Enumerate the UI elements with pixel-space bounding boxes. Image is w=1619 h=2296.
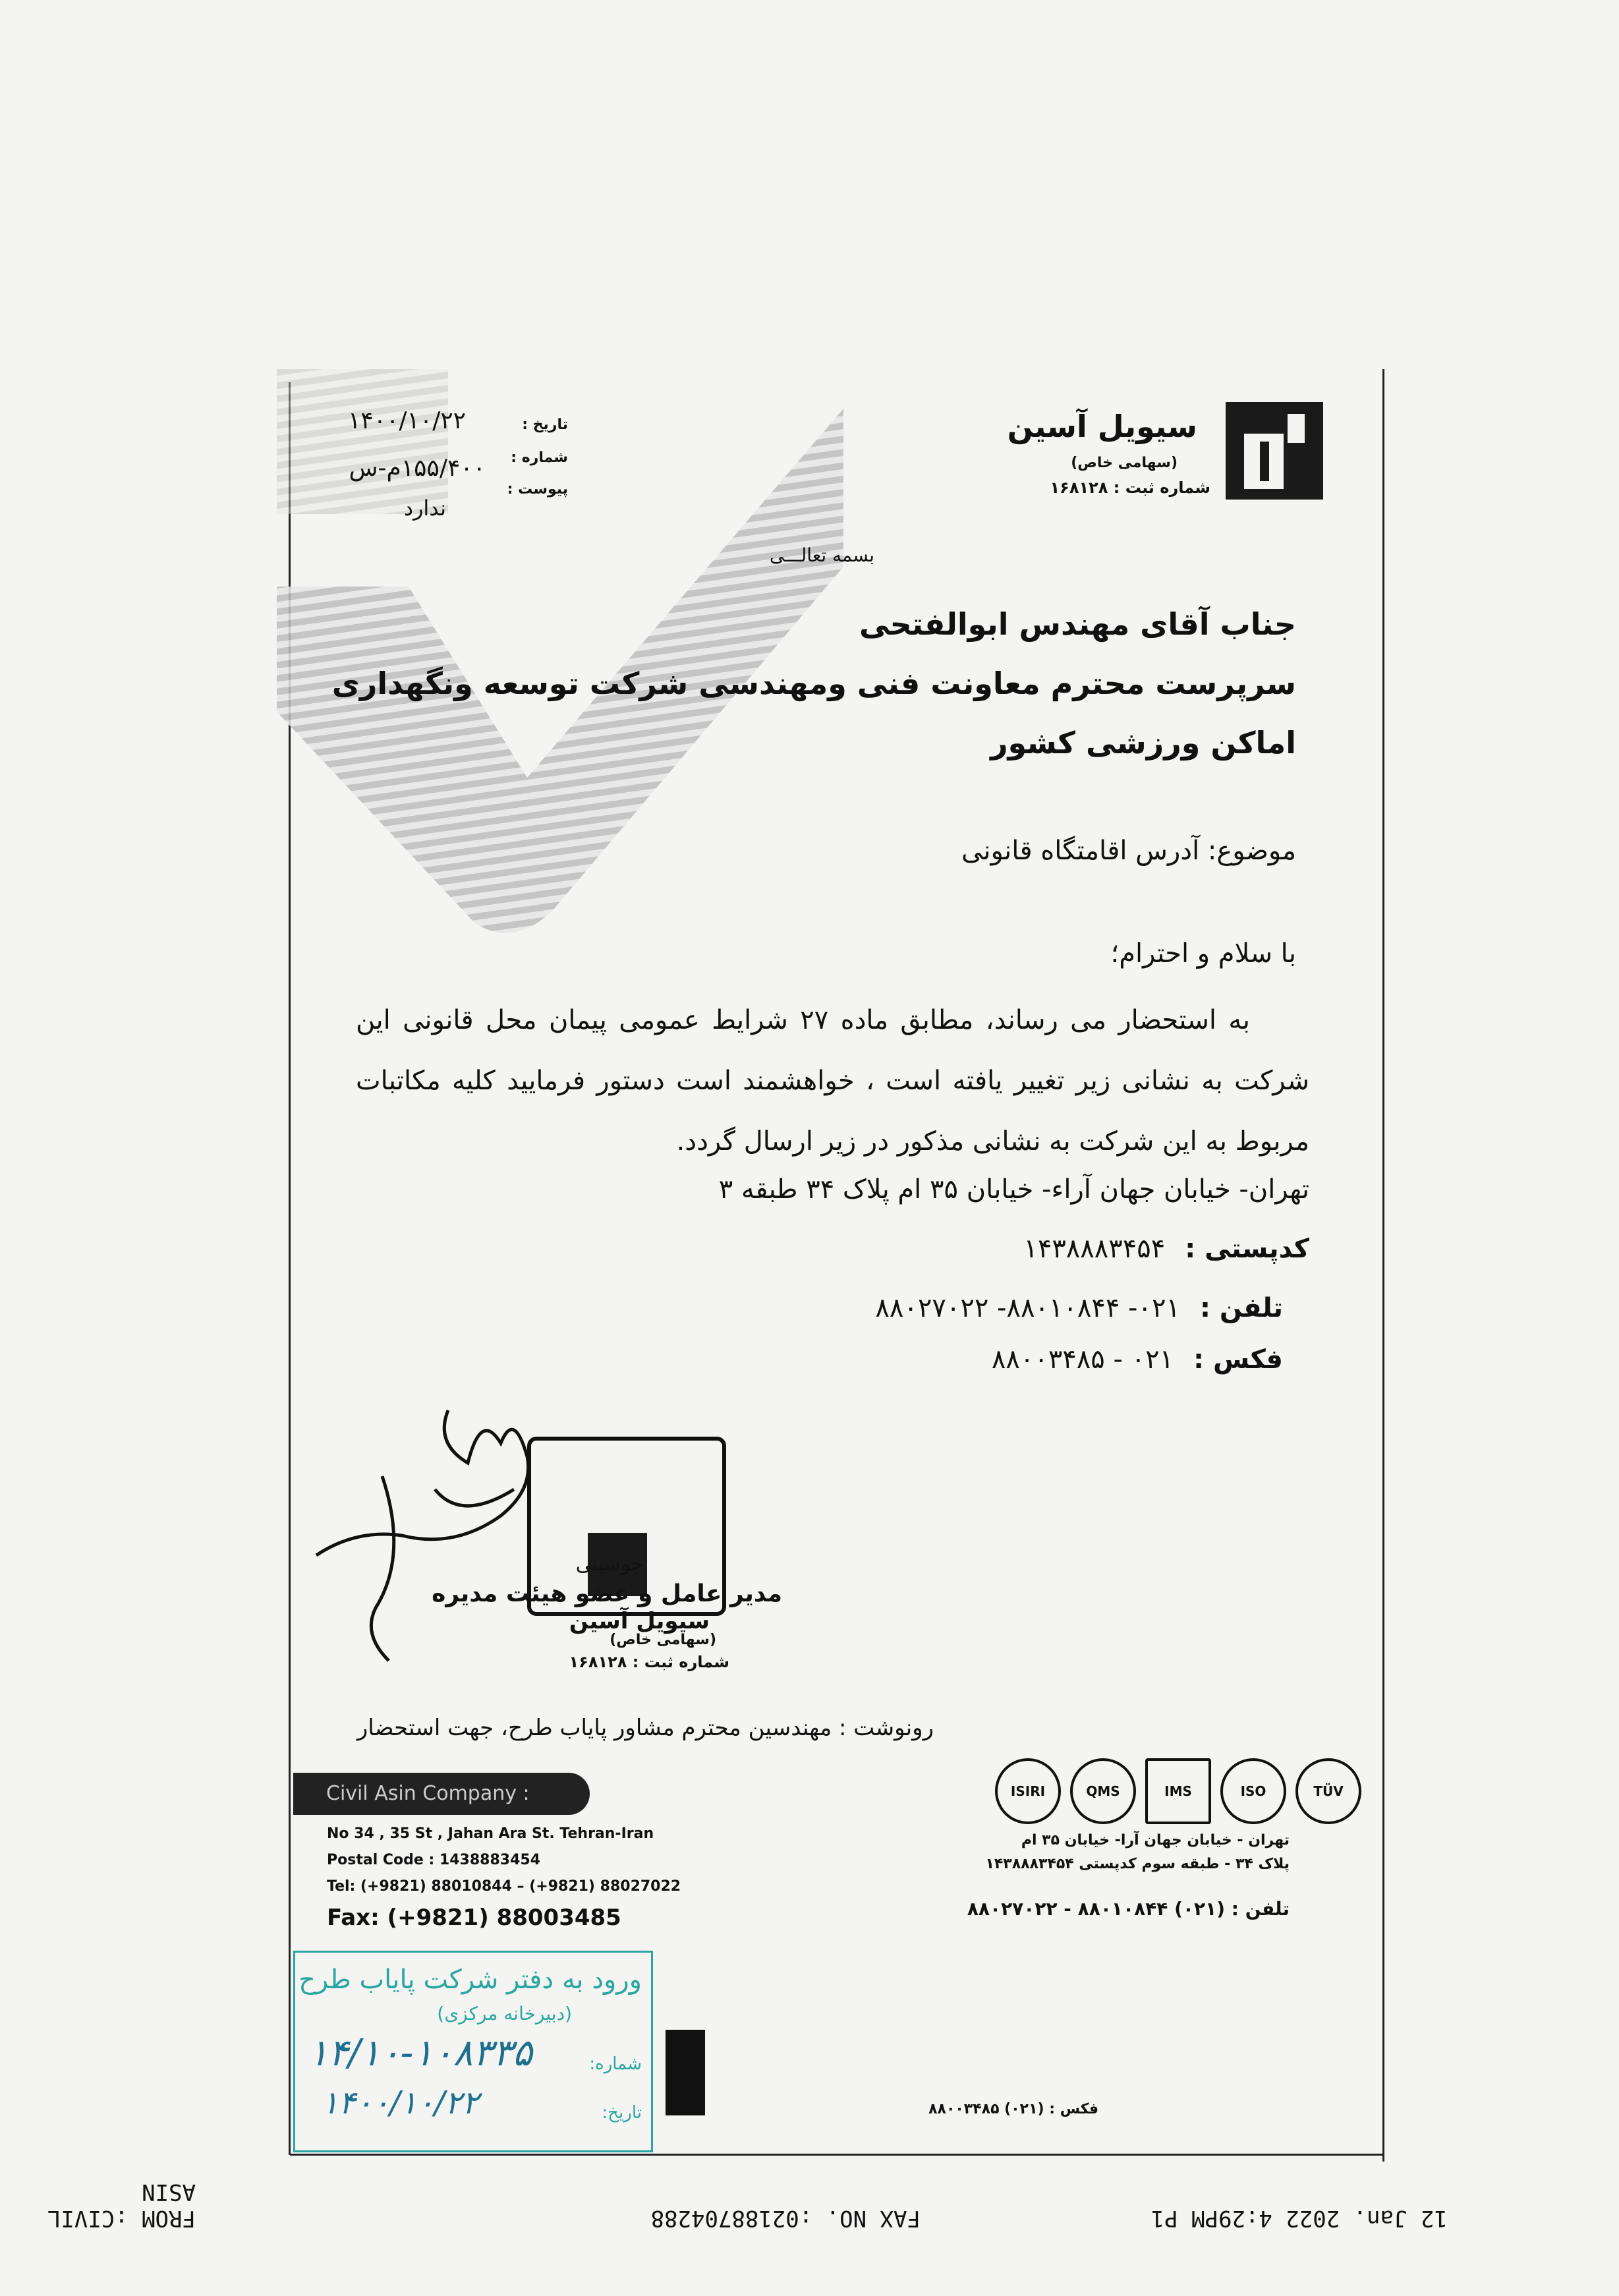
- stamp-company-name: سیویل آسین: [569, 1608, 710, 1634]
- stamp-logo-text: جوسینی: [575, 1553, 643, 1576]
- phone-row: [875, 1293, 1283, 1323]
- footer-fa-line-2: پلاک ۳۴ - طبقه سوم کدپستی ۱۴۳۸۸۸۳۴۵۴: [985, 1856, 1290, 1872]
- entry-stamp-title: ورود به دفتر شرکت پایاب طرح: [298, 1965, 642, 1995]
- entry-stamp-number-label: شماره:: [589, 2054, 642, 2074]
- addressee-line-2: سرپرست محترم معاونت فنی ومهندسی شرکت توسعه ونگهداری: [331, 666, 1296, 701]
- cert-logo-3: IMS: [1145, 1758, 1211, 1824]
- phone-label: تلفن :: [1199, 1293, 1283, 1323]
- number-value: ۱۵۵/۴۰۰م-س: [349, 455, 486, 482]
- cert-logos: [995, 1758, 1361, 1824]
- subject: موضوع: آدرس اقامتگاه قانونی: [961, 836, 1296, 866]
- cert-logo-4: ISO: [1220, 1758, 1286, 1824]
- company-name: سیویل آسین: [1007, 409, 1197, 444]
- addressee-line-3: اماکن ورزشی کشور: [990, 725, 1296, 761]
- scan-border-bottom: [290, 2154, 1384, 2156]
- footer-postal-en: Postal Code : 1438883454: [327, 1852, 541, 1868]
- body-paragraph: به استحضار می رساند، مطابق ماده ۲۷ شرایط عمومی پیمان محل قانونی این شرکت به نشانی زیر تغییر یافته است ، خواهشمند است دستور فرمایید کلیه مکاتبات مربوط به این شرکت به نشانی مذکور در زیر ارسال گردد.: [356, 1005, 1309, 1157]
- cert-logo-1: ISIRI: [995, 1758, 1061, 1824]
- footer-fa-line-1: تهران - خیابان جهان آرا- خیابان ۳۵ ام: [1021, 1832, 1290, 1849]
- company-logo: [1226, 402, 1323, 500]
- attachment-value: ندارد: [403, 496, 446, 521]
- postal-value: ۱۴۳۸۸۸۳۴۵۴: [1023, 1234, 1166, 1264]
- attachment-label: پیوست :: [507, 481, 568, 498]
- fax-header-from: FROM :CIVIL ASIN: [47, 2179, 196, 2231]
- footer-fa-phone: تلفن : (۰۲۱) ۸۸۰۱۰۸۴۴ - ۸۸۰۲۷۰۲۲: [967, 1898, 1290, 1920]
- cert-logo-2: QMS: [1070, 1758, 1136, 1824]
- stamp-company-type: (سهامی خاص): [610, 1632, 716, 1648]
- stamp-registration: شماره ثبت : ۱۶۸۱۲۸: [569, 1653, 729, 1671]
- phone-value: ۰۲۱- ۸۸۰۱۰۸۴۴- ۸۸۰۲۷۰۲۲: [875, 1293, 1180, 1323]
- fax-label: فکس :: [1193, 1344, 1283, 1375]
- footer-fax-en: Fax: (+9821) 88003485: [327, 1905, 621, 1931]
- company-pill: Civil Asin Company :: [293, 1773, 590, 1815]
- fax-header-number: FAX NO. :02188704288: [650, 2205, 921, 2231]
- scan-border-right: [1382, 369, 1384, 2162]
- footer-tel-en: Tel: (+9821) 88010844 – (+9821) 88027022: [327, 1878, 681, 1895]
- fax-row: [992, 1344, 1283, 1375]
- entry-stamp-date-label: تاریخ:: [602, 2103, 642, 2123]
- handwritten-signature: [303, 1384, 580, 1674]
- fax-header: [0, 2179, 1619, 2247]
- entry-stamp-subtitle: (دبیرخانه مرکزی): [437, 2003, 572, 2024]
- date-label: تاریخ :: [522, 416, 568, 433]
- cc-line: رونوشت : مهندسین محترم مشاور پایاب طرح، جهت استحضار: [356, 1715, 934, 1741]
- fax-value: ۰۲۱ - ۸۸۰۰۳۴۸۵: [991, 1344, 1174, 1375]
- company-registration: شماره ثبت : ۱۶۸۱۲۸: [1050, 478, 1210, 497]
- date-value: ۱۴۰۰/۱۰/۲۲: [348, 407, 466, 434]
- entry-stamp: [293, 1951, 653, 2152]
- footer-address-en: No 34 , 35 St , Jahan Ara St. Tehran-Iran: [327, 1825, 654, 1842]
- body-address: تهران- خیابان جهان آراء- خیابان ۳۵ ام پلاک ۳۴ طبقه ۳: [718, 1174, 1309, 1205]
- cert-logo-5: TÜV: [1295, 1758, 1361, 1824]
- greeting: با سلام و احترام؛: [1110, 938, 1296, 969]
- entry-stamp-number-value: ۱۴/۱۰-۱۰۸۳۳۵: [308, 2032, 532, 2075]
- signer-title: مدیر عامل و عضو هیئت مدیره: [432, 1580, 782, 1607]
- addressee-line-1: جناب آقای مهندس ابوالفتحی: [859, 606, 1296, 642]
- footer-fa-fax: فکس : (۰۲۱) ۸۸۰۰۳۴۸۵: [928, 2101, 1098, 2117]
- entry-stamp-date-value: ۱۴۰۰/۱۰/۲۲: [322, 2084, 479, 2121]
- number-label: شماره :: [511, 449, 568, 466]
- fax-header-datetime: 12 Jan. 2022 4:29PM P1: [1150, 2205, 1448, 2231]
- scan-artifact: [666, 2030, 705, 2115]
- bismillah: بسمه تعالـــی: [769, 544, 874, 566]
- postal-row: [1023, 1234, 1309, 1264]
- company-type: (سهامی خاص): [1071, 455, 1178, 471]
- postal-label: کدپستی :: [1185, 1234, 1309, 1264]
